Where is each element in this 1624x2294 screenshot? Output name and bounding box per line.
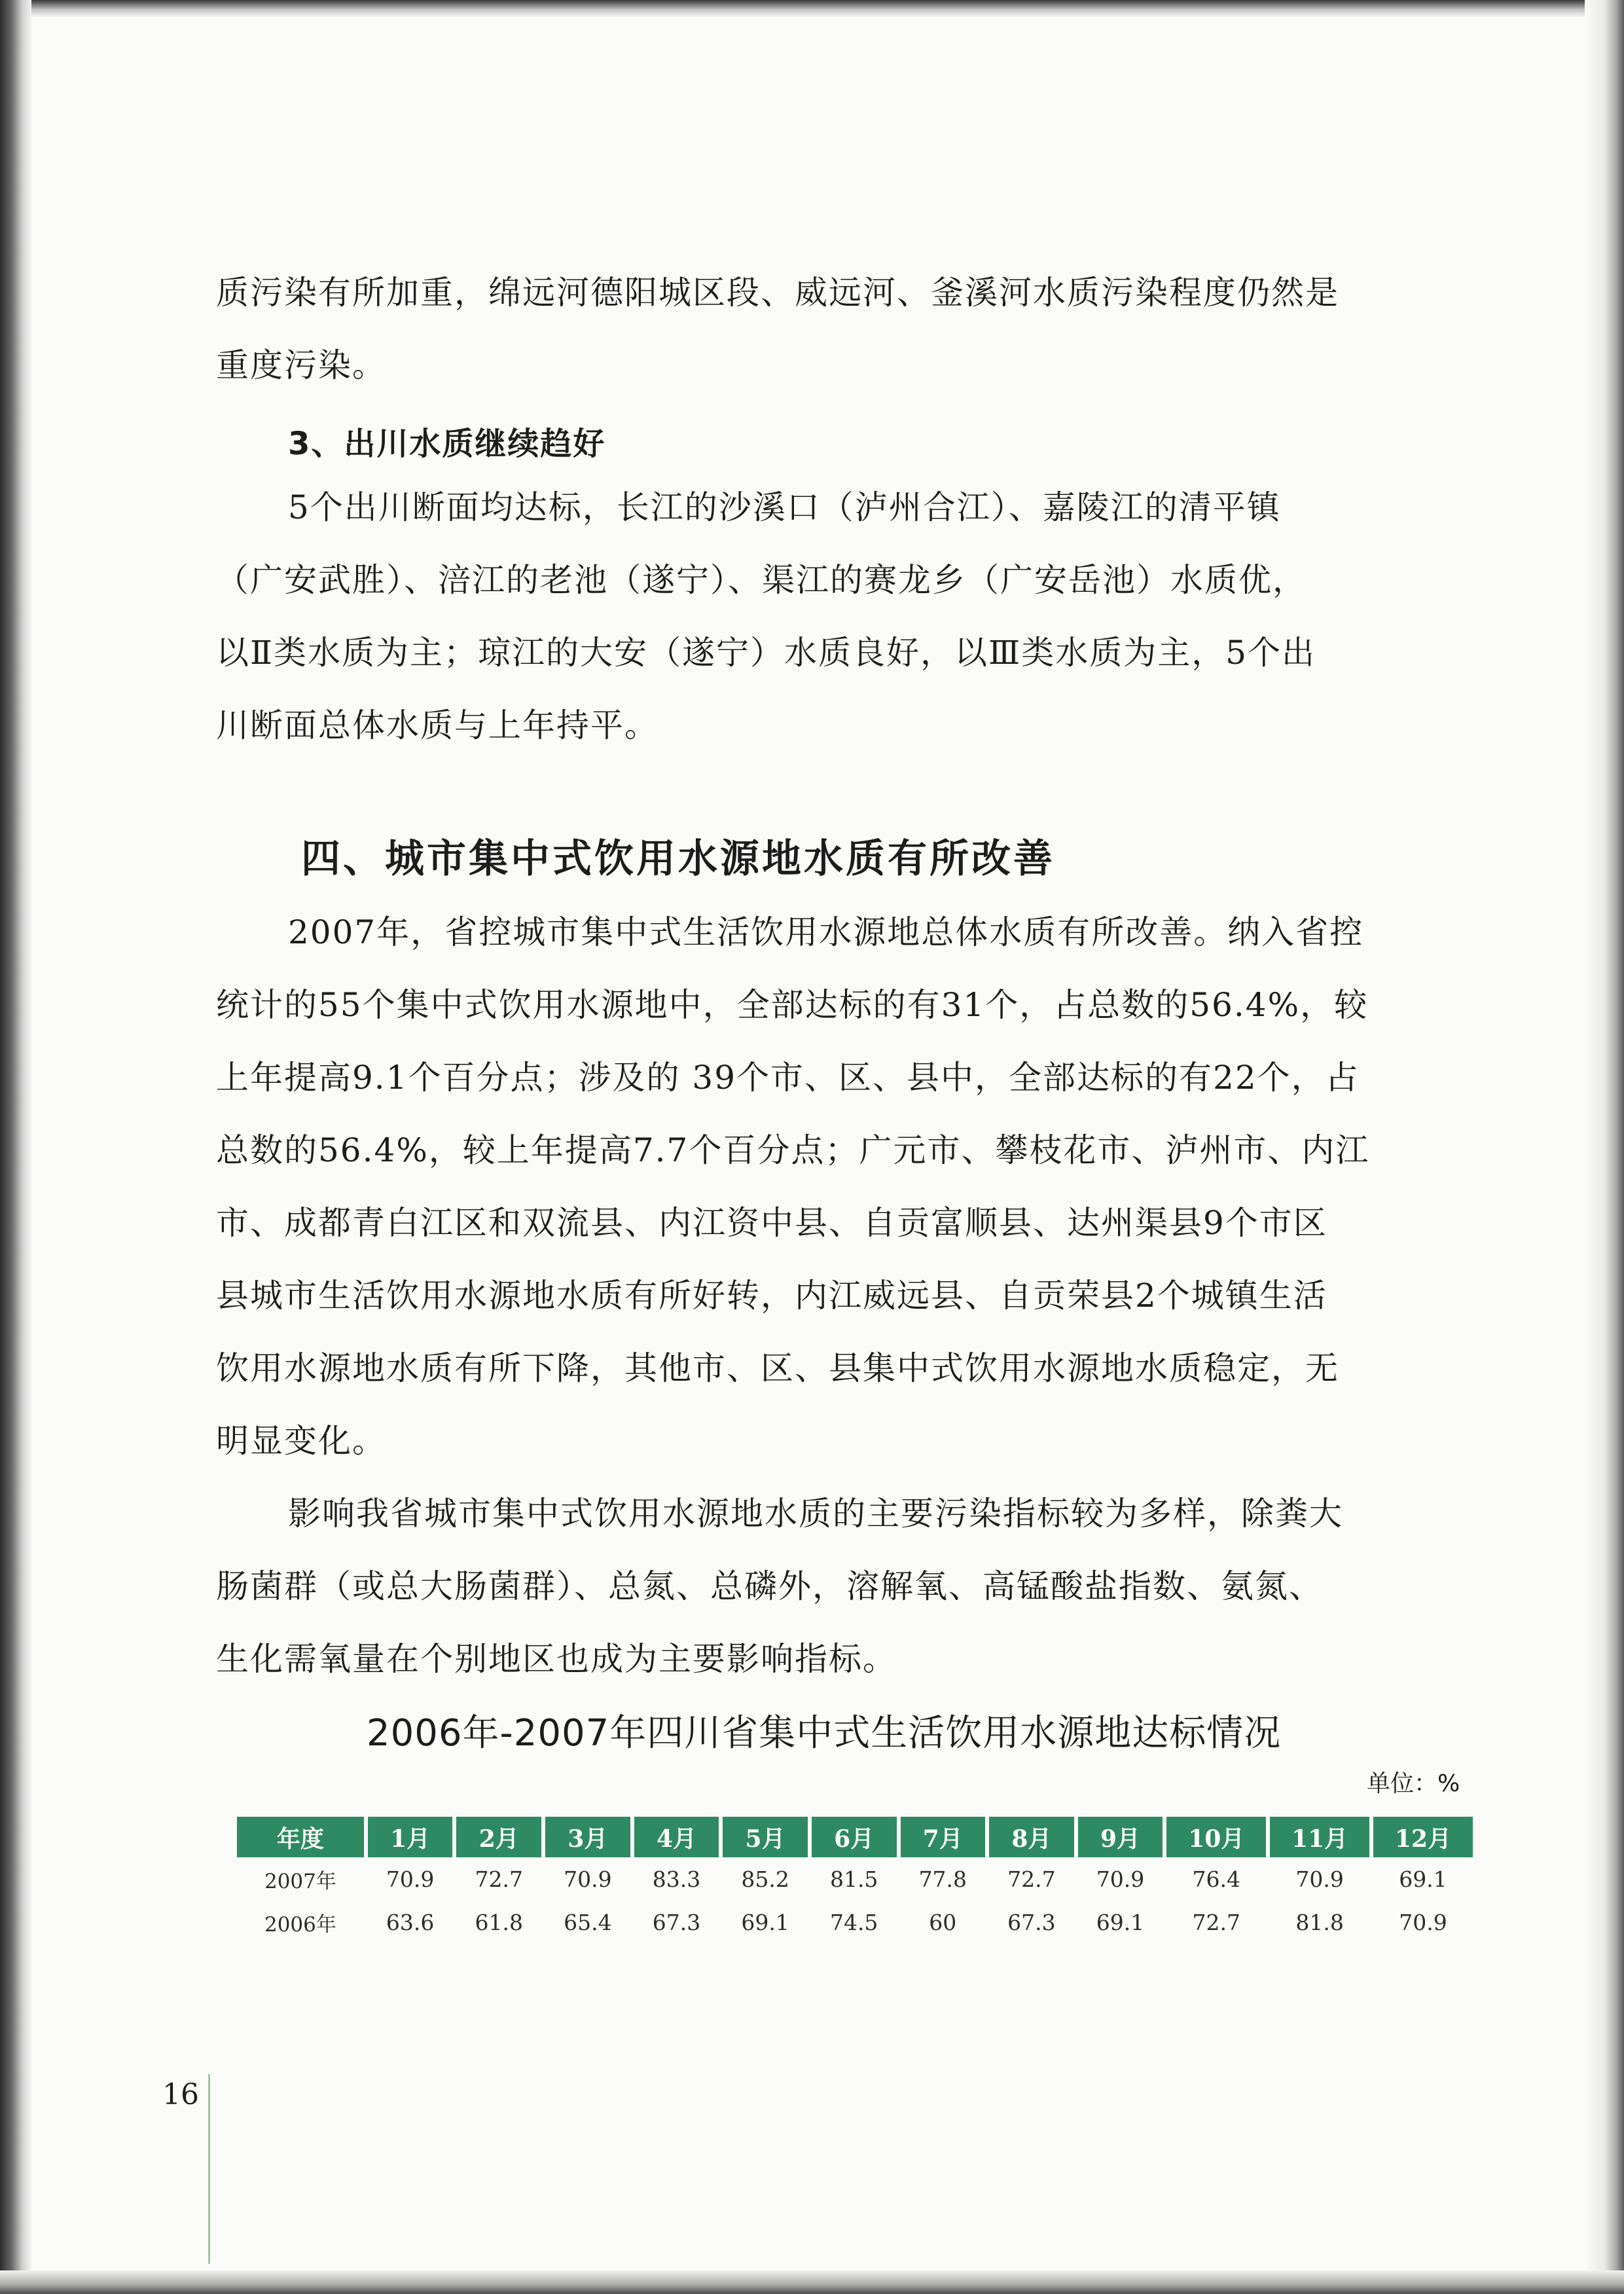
header-cell: 年度	[237, 1817, 364, 1857]
text-line: 质污染有所加重，绵远河德阳城区段、威远河、釜溪河水质污染程度仍然是	[216, 274, 1339, 312]
table-row	[237, 1901, 1473, 1944]
text-line: 县城市生活饮用水源地水质有所好转，内江威远县、自贡荣县2个城镇生活	[216, 1277, 1327, 1315]
text-line: （广安武胜）、涪江的老池（遂宁）、渠江的赛龙乡（广安岳池）水质优，	[216, 561, 1307, 599]
scan-edge-top	[0, 0, 1624, 17]
text-line: 肠菌群（或总大肠菌群）、总氮、总磷外，溶解氧、高锰酸盐指数、氨氮、	[216, 1567, 1323, 1605]
table-cell: 69.1	[1096, 1909, 1145, 1935]
text-line: 影响我省城市集中式饮用水源地水质的主要污染指标较为多样，除粪大	[288, 1495, 1343, 1533]
text-line: 川断面总体水质与上年持平。	[216, 706, 659, 744]
compliance-table	[233, 1817, 1477, 1944]
paragraph-continuation	[216, 257, 1460, 402]
header-cell: 8月	[989, 1817, 1074, 1857]
scan-edge-left	[0, 0, 31, 2294]
header-cell: 12月	[1373, 1817, 1473, 1857]
subheading: 3、出川水质继续趋好	[288, 426, 606, 462]
table-cell: 85.2	[741, 1866, 789, 1892]
text-line: 2007年，省控城市集中式生活饮用水源地总体水质有所改善。纳入省控	[288, 913, 1364, 951]
scan-edge-right	[1585, 0, 1624, 2294]
table-unit: 单位：%	[1367, 1770, 1460, 1797]
table-cell: 81.8	[1295, 1909, 1344, 1935]
table-cell: 70.9	[1295, 1866, 1344, 1892]
header-cell: 4月	[634, 1817, 719, 1857]
text-line: 生化需氧量在个别地区也成为主要影响指标。	[216, 1640, 897, 1678]
table-cell: 74.5	[829, 1909, 878, 1935]
table-cell: 60	[929, 1909, 957, 1935]
header-cell: 2月	[456, 1817, 541, 1857]
text-line: 重度污染。	[216, 346, 386, 384]
header-cell: 10月	[1166, 1817, 1266, 1857]
paragraph-drinking-water	[216, 896, 1460, 1696]
page-margin-rule	[208, 2074, 210, 2264]
table-cell: 72.7	[1007, 1866, 1056, 1892]
table-title: 2006年-2007年四川省集中式生活饮用水源地达标情况	[367, 1712, 1282, 1755]
row-label: 2006年	[264, 1912, 336, 1937]
table-cell: 69.1	[741, 1909, 789, 1935]
page-number: 16	[162, 2078, 199, 2111]
header-cell: 6月	[812, 1817, 897, 1857]
paragraph-outflow-sections	[216, 471, 1460, 762]
header-cell: 11月	[1270, 1817, 1369, 1857]
table-row	[237, 1857, 1473, 1901]
table-cell: 70.9	[564, 1866, 612, 1892]
text-line: 上年提高9.1个百分点；涉及的 39个市、区、县中，全部达标的有22个，占	[216, 1059, 1360, 1097]
table-cell: 67.3	[1007, 1909, 1056, 1935]
table-cell: 69.1	[1399, 1866, 1447, 1892]
text-line: 5个出川断面均达标，长江的沙溪口（泸州合江）、嘉陵江的清平镇	[288, 488, 1281, 526]
table-cell: 76.4	[1192, 1866, 1240, 1892]
header-cell: 9月	[1078, 1817, 1163, 1857]
header-cell: 7月	[901, 1817, 986, 1857]
table-header-row	[237, 1817, 1473, 1857]
table-cell: 63.6	[386, 1909, 435, 1935]
header-cell: 5月	[723, 1817, 808, 1857]
table-cell: 72.7	[1192, 1909, 1240, 1935]
section-heading: 四、城市集中式饮用水源地水质有所改善	[301, 836, 1055, 882]
table-cell: 77.8	[918, 1866, 967, 1892]
text-line: 以Ⅱ类水质为主；琼江的大安（遂宁）水质良好，以Ⅲ类水质为主，5个出	[216, 634, 1316, 672]
table-cell: 65.4	[564, 1909, 612, 1935]
table-cell: 70.9	[1096, 1866, 1145, 1892]
row-label: 2007年	[264, 1869, 336, 1893]
table-cell: 81.5	[829, 1866, 878, 1892]
table-cell: 61.8	[475, 1909, 523, 1935]
text-line: 统计的55个集中式饮用水源地中，全部达标的有31个，占总数的56.4%，较	[216, 986, 1369, 1024]
table-cell: 67.3	[652, 1909, 701, 1935]
text-line: 明显变化。	[216, 1422, 386, 1460]
header-cell: 3月	[545, 1817, 630, 1857]
header-cell: 1月	[368, 1817, 453, 1857]
table-cell: 72.7	[475, 1866, 523, 1892]
text-line: 饮用水源地水质有所下降，其他市、区、县集中式饮用水源地水质稳定，无	[216, 1349, 1339, 1387]
scan-edge-bottom	[0, 2270, 1624, 2294]
table-cell: 70.9	[1399, 1909, 1447, 1935]
table-cell: 70.9	[386, 1866, 435, 1892]
text-line: 市、成都青白江区和双流县、内江资中县、自贡富顺县、达州渠县9个市区	[216, 1204, 1327, 1242]
text-line: 总数的56.4%，较上年提高7.7个百分点；广元市、攀枝花市、泸州市、内江	[216, 1131, 1370, 1169]
table-cell: 83.3	[652, 1866, 701, 1892]
